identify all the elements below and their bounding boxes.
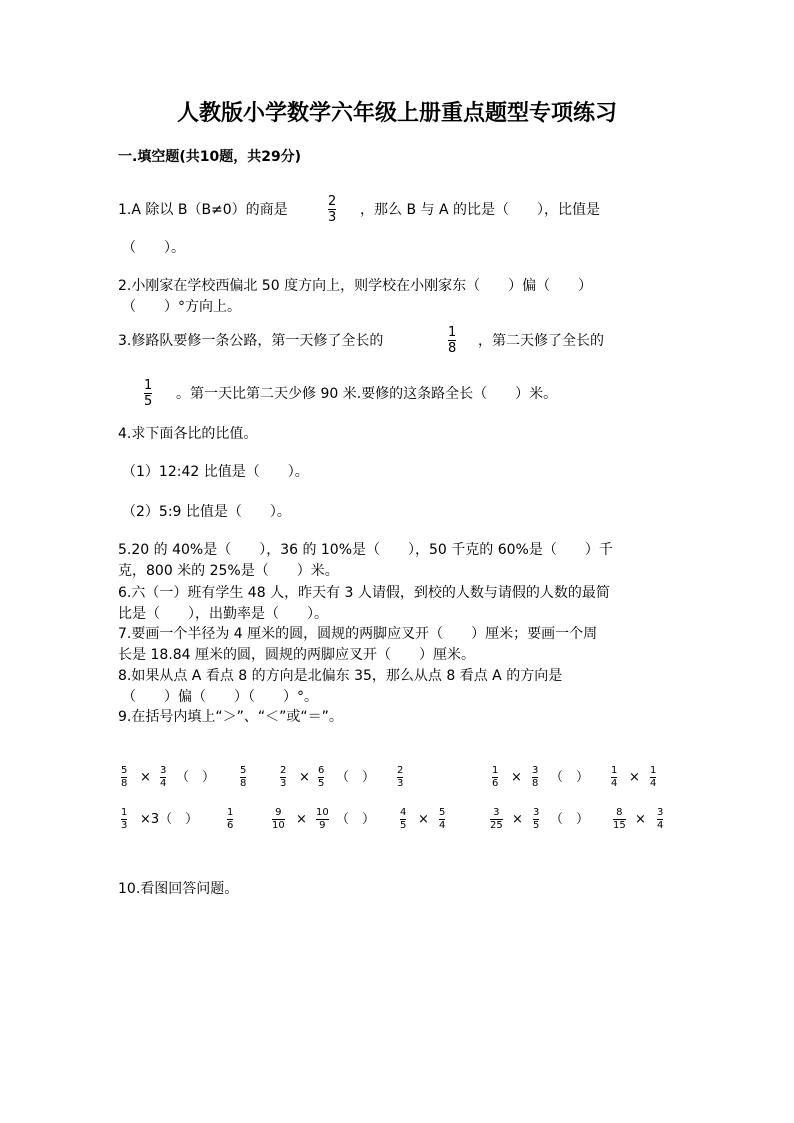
fraction-denominator: 5 xyxy=(318,778,325,789)
q9-fraction-f1 xyxy=(490,808,503,831)
fraction-denominator: 5 xyxy=(144,394,153,409)
fraction-numerator: 6 xyxy=(318,765,325,776)
q9-times-sign: × xyxy=(140,770,151,785)
q9-answer-blank[interactable]: （ ） xyxy=(176,770,216,785)
fraction-denominator: 5 xyxy=(533,820,540,831)
fraction-numerator: 3 xyxy=(160,765,167,776)
fraction-numerator: 1 xyxy=(492,765,499,776)
q9-fraction-f3 xyxy=(613,808,626,831)
fraction-numerator: 1 xyxy=(144,378,153,393)
q9-times-sign: × xyxy=(299,770,310,785)
question-1-text-a: 1.A 除以 B（B≠0）的商是 xyxy=(118,202,288,218)
question-2-line-1: 2.小刚家在学校西偏北 50 度方向上，则学校在小刚家东（ ）偏（ ） xyxy=(118,278,593,294)
q9-fraction-b3 xyxy=(397,766,403,789)
question-3-text-c: 。第一天比第二天少修 90 米.要修的这条路全长（ ）米。 xyxy=(176,386,558,402)
question-1-text-c: （ ）。 xyxy=(122,240,185,256)
fraction-numerator: 9 xyxy=(275,807,282,818)
q9-times-sign: × xyxy=(629,770,640,785)
fraction-denominator: 4 xyxy=(650,778,657,789)
q9-fraction-d1 xyxy=(121,808,127,831)
fraction-denominator: 3 xyxy=(280,778,287,789)
q9-times-sign: × xyxy=(418,812,429,827)
question-2-line-2: （ ）°方向上。 xyxy=(122,299,241,315)
fraction-numerator: 2 xyxy=(280,765,287,776)
fraction-denominator: 8 xyxy=(121,778,128,789)
q9-answer-blank[interactable]: （ ） xyxy=(336,770,376,785)
q9-fraction-f4 xyxy=(657,808,663,831)
section-heading: 一.填空题(共10题，共29分) xyxy=(118,149,302,165)
fraction-denominator: 8 xyxy=(448,341,457,356)
q9-fraction-a1 xyxy=(121,766,127,789)
question-3-text-a: 3.修路队要修一条公路，第一天修了全长的 xyxy=(118,333,384,349)
question-5-line-2: 克，800 米的 25%是（ ）米。 xyxy=(118,563,339,579)
question-4-stem: 4.求下面各比的比值。 xyxy=(118,426,258,442)
fraction-denominator: 3 xyxy=(328,210,337,225)
fraction-denominator: 6 xyxy=(227,820,234,831)
q9-fraction-c3 xyxy=(611,766,617,789)
q9-answer-blank[interactable]: （ ） xyxy=(550,770,590,785)
q9-fraction-e2 xyxy=(316,808,329,831)
question-4-item-1: （1）12:42 比值是（ ）。 xyxy=(122,464,309,480)
fraction-denominator: 8 xyxy=(240,778,247,789)
q9-times-three-blank[interactable]: ×3（ ） xyxy=(140,812,199,827)
fraction-denominator: 4 xyxy=(657,820,664,831)
question-4-item-2: （2）5:9 比值是（ ）。 xyxy=(122,504,291,520)
q9-answer-blank[interactable]: （ ） xyxy=(550,812,590,827)
question-1-text-b: ，那么 B 与 A 的比是（ ），比值是 xyxy=(360,202,600,218)
question-5-line-1: 5.20 的 40%是（ ），36 的 10%是（ ），50 千克的 60%是（ ）千 xyxy=(118,542,613,558)
fraction-numerator: 3 xyxy=(532,765,539,776)
fraction-numerator: 1 xyxy=(650,765,657,776)
q9-times-sign: × xyxy=(511,770,522,785)
question-3-fraction-2 xyxy=(144,379,152,408)
q9-fraction-f2 xyxy=(533,808,539,831)
question-7-line-2: 长是 18.84 厘米的圆，圆规的两脚应叉开（ ）厘米。 xyxy=(118,647,475,663)
question-7-line-1: 7.要画一个半径为 4 厘米的圆，圆规的两脚应叉开（ ）厘米；要画一个周 xyxy=(118,626,598,642)
fraction-denominator: 4 xyxy=(160,778,167,789)
fraction-numerator: 5 xyxy=(240,765,247,776)
fraction-denominator: 5 xyxy=(400,820,407,831)
fraction-denominator: 4 xyxy=(611,778,618,789)
q9-times-sign: × xyxy=(635,812,646,827)
question-1-fraction xyxy=(328,195,336,224)
q9-fraction-a3 xyxy=(240,766,246,789)
q9-fraction-b1 xyxy=(280,766,286,789)
fraction-denominator: 10 xyxy=(272,820,285,831)
fraction-denominator: 4 xyxy=(439,820,446,831)
question-6-line-2: 比是（ ），出勤率是（ ）。 xyxy=(118,606,328,622)
fraction-denominator: 15 xyxy=(613,820,626,831)
question-6-line-1: 6.六（一）班有学生 48 人，昨天有 3 人请假，到校的人数与请假的人数的最简 xyxy=(118,585,610,601)
fraction-numerator: 1 xyxy=(448,325,457,340)
q9-answer-blank[interactable]: （ ） xyxy=(336,812,376,827)
q9-fraction-e4 xyxy=(439,808,445,831)
fraction-numerator: 4 xyxy=(400,807,407,818)
question-10-stem: 10.看图回答问题。 xyxy=(118,881,239,897)
question-3-fraction-1 xyxy=(448,326,456,355)
fraction-numerator: 3 xyxy=(657,807,664,818)
fraction-numerator: 1 xyxy=(227,807,234,818)
fraction-numerator: 2 xyxy=(328,194,337,209)
question-9-stem: 9.在括号内填上“＞”、“＜”或“＝”。 xyxy=(118,709,343,725)
fraction-denominator: 25 xyxy=(490,820,503,831)
fraction-numerator: 1 xyxy=(121,807,128,818)
fraction-numerator: 1 xyxy=(611,765,618,776)
fraction-numerator: 5 xyxy=(121,765,128,776)
q9-fraction-e1 xyxy=(272,808,285,831)
q9-fraction-a2 xyxy=(160,766,166,789)
fraction-denominator: 3 xyxy=(121,820,128,831)
q9-fraction-d2 xyxy=(227,808,233,831)
fraction-denominator: 6 xyxy=(492,778,499,789)
fraction-numerator: 3 xyxy=(533,807,540,818)
page-title: 人教版小学数学六年级上册重点题型专项练习 xyxy=(176,100,617,126)
fraction-denominator: 9 xyxy=(319,820,326,831)
fraction-denominator: 3 xyxy=(397,778,404,789)
q9-fraction-c2 xyxy=(532,766,538,789)
q9-fraction-c4 xyxy=(650,766,656,789)
q9-times-sign: × xyxy=(512,812,523,827)
q9-fraction-e3 xyxy=(400,808,406,831)
fraction-denominator: 8 xyxy=(532,778,539,789)
question-8-line-2: （ ）偏（ ）（ ）°。 xyxy=(122,689,318,705)
question-8-line-1: 8.如果从点 A 看点 8 的方向是北偏东 35，那么从点 8 看点 A 的方向是 xyxy=(118,668,563,684)
fraction-numerator: 2 xyxy=(397,765,404,776)
q9-times-sign: × xyxy=(296,812,307,827)
fraction-numerator: 3 xyxy=(493,807,500,818)
fraction-numerator: 10 xyxy=(316,807,329,818)
q9-fraction-c1 xyxy=(492,766,498,789)
fraction-numerator: 8 xyxy=(616,807,623,818)
question-3-text-b: ，第二天修了全长的 xyxy=(478,333,604,349)
fraction-numerator: 5 xyxy=(439,807,446,818)
q9-fraction-b2 xyxy=(318,766,324,789)
